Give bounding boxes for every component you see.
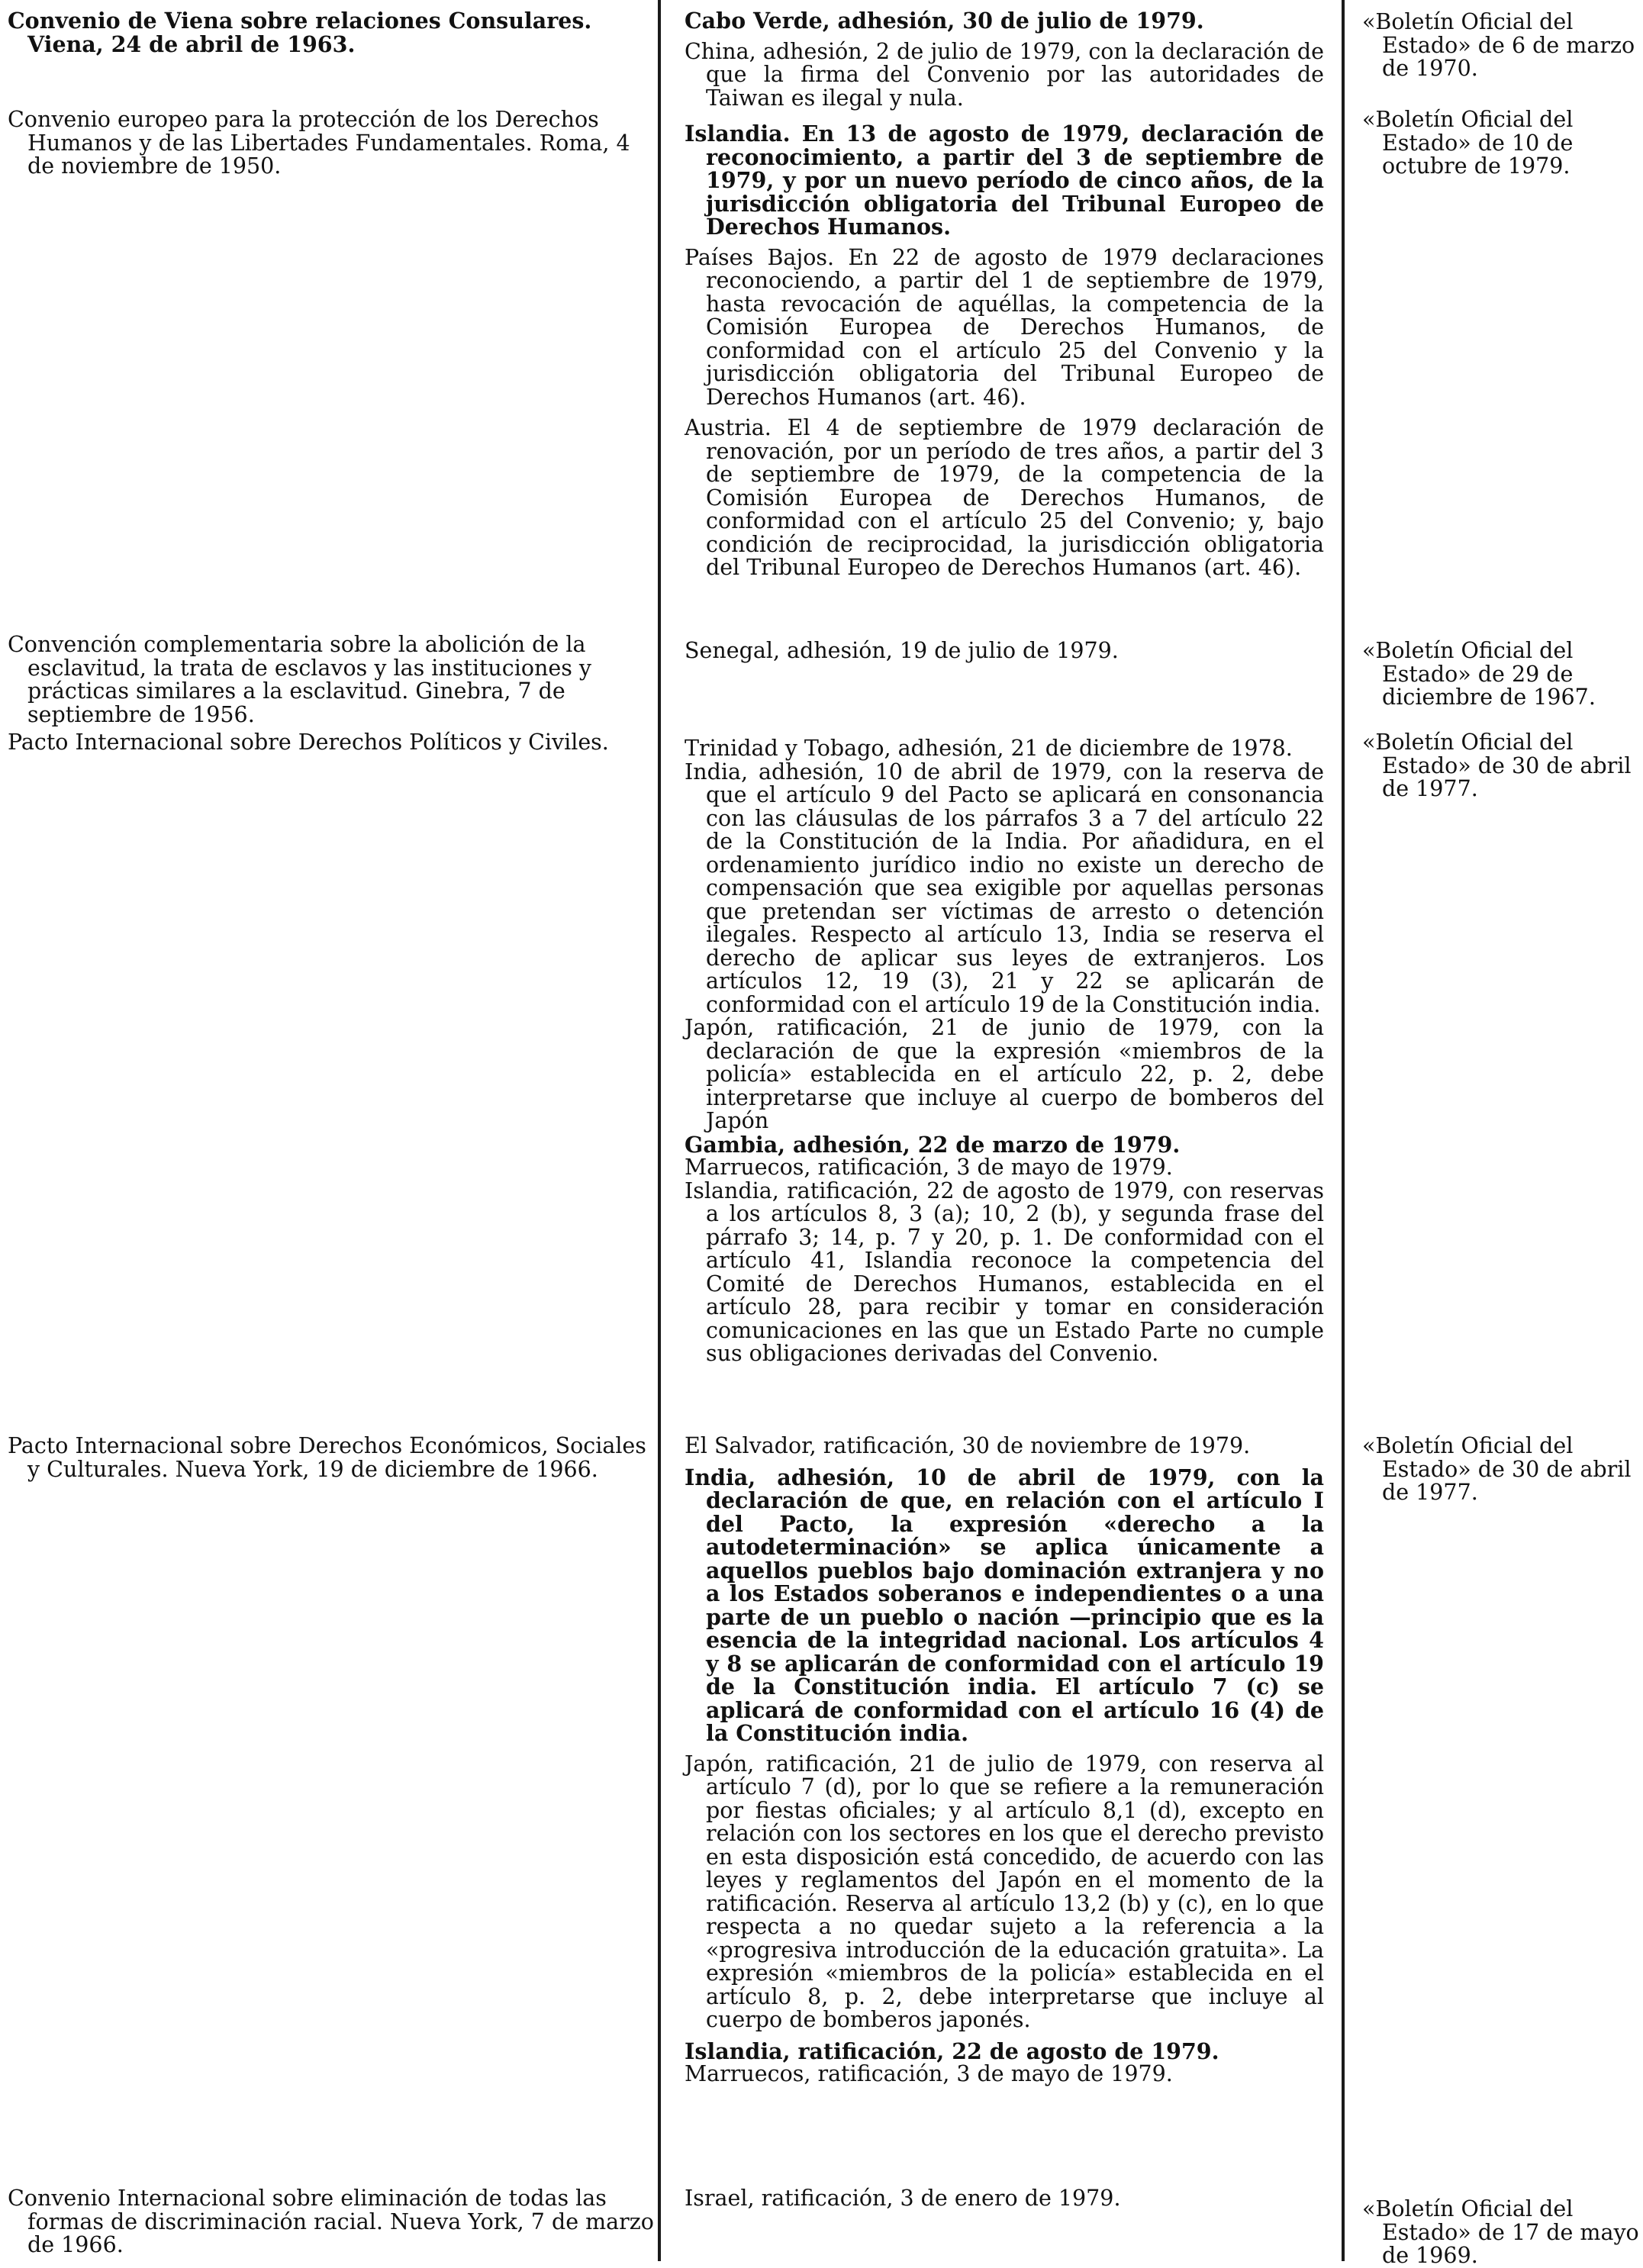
entry-austria: Austria. El 4 de septiembre de 1979 declaración de renovación, por un período de tres años, a partir del 3 de septiembre de 1979, de la competencia de la Comisión Europea de Derechos Humanos, de conformidad con el artículo 25 del Convenio; y, bajo condición de reciprocidad, la jurisdicción obligatoria del Tribunal Europeo de Derechos Humanos (art. 46). [685, 415, 1324, 580]
entry-marruecos-cescr: Marruecos, ratificación, 3 de mayo de 1979. [685, 2061, 1173, 2086]
entries-racial-discrimination [685, 2187, 1324, 2211]
entry-india-cescr: India, adhesión, 10 de abril de 1979, con la declaración de que, en relación con el artículo I del Pacto, la expresión «derecho a la autodeterminación» se aplica únicamente a aquellos pueblos bajo dominación extranjera y no a los Estados soberanos e independientes o a una parte de un pueblo o nación —principio que es la esencia de la integridad nacional. Los artículos 4 y 8 se aplicarán de conformidad con el artículo 19 de la Constitución india. El artículo 7 (c) se aplicará de conformidad con el artículo 16 (4) de la Constitución india. [685, 1464, 1324, 1746]
convention-economic-social-rights: Pacto Internacional sobre Derechos Económicos, Sociales y Culturales. Nueva York, 19 de diciembre de 1966. [8, 1433, 646, 1482]
convention-civil-political-rights: Pacto Internacional sobre Derechos Políticos y Civiles. [8, 730, 609, 755]
entries-slavery-abolition [685, 639, 1324, 663]
boletin-economic-social-rights: «Boletín Oficial del Estado» de 30 de abril de 1977. [1362, 1433, 1632, 1505]
convention-vienna-consular: Convenio de Viena sobre relaciones Consulares. Viena, 24 de abril de 1963. [8, 8, 592, 57]
entry-cabo-verde: Cabo Verde, adhesión, 30 de julio de 1979. [685, 8, 1204, 34]
entry-india-ccpr: India, adhesión, 10 de abril de 1979, con la reserva de que el artículo 9 del Pacto se aplicará en consonancia con las cláusulas de los párrafos 3 a 7 del artículo 22 de la Constitución de la India. Por añadidura, en el ordenamiento jurídico indio no existe un derecho de compensación que sea exigible por aquellas personas que pretendan ser víctimas de arresto o detención ilegales. Respecto al artículo 13, India se reserva el derecho de aplicar sus leyes de extranjeros. Los artículos 12, 19 (3), 21 y 22 se aplicarán de conformidad con el artículo 19 de la Constitución india. [685, 759, 1324, 1017]
boletin-european-human-rights: «Boletín Oficial del Estado» de 10 de octubre de 1979. [1362, 107, 1574, 179]
entry-japon-ccpr: Japón, ratificación, 21 de junio de 1979, con la declaración de que la expresión «miembros de la policía» establecida en el artículo 22, p. 2, debe interpretarse que incluye al cuerpo de bomberos del Japón [685, 1015, 1324, 1133]
entry-japon-cescr: Japón, ratificación, 21 de julio de 1979, con reserva al artículo 7 (d), por lo que se refiere a la remuneración por fiestas oficiales; y al artículo 8,1 (d), excepto en relación con los sectores en los que el derecho previsto en esta disposición está concedido, de acuerdo con las leyes y reglamentos del Japón en el momento de la ratificación. Reserva al artículo 13,2 (b) y (c), en lo que respecta a no quedar sujeto a la referencia a la «progresiva introducción de la educación gratuita». La expresión «miembros de la policía» establecida en el artículo 8, p. 2, debe interpretarse que incluye al cuerpo de bomberos japonés. [685, 1751, 1324, 2032]
convention-racial-discrimination: Convenio Internacional sobre eliminación de todas las formas de discriminación racial. Nueva York, 7 de marzo de 1966. [8, 2186, 654, 2257]
entry-china: China, adhesión, 2 de julio de 1979, con la declaración de que la firma del Convenio por las autoridades de Taiwan es ilegal y nula. [685, 38, 1324, 111]
entries-economic-social-rights [685, 1435, 1324, 2086]
entry-trinidad-tobago: Trinidad y Tobago, adhesión, 21 de diciembre de 1978. [685, 736, 1293, 761]
entry-marruecos-ccpr: Marruecos, ratificación, 3 de mayo de 1979. [685, 1155, 1173, 1180]
entry-islandia-cescr: Islandia, ratificación, 22 de agosto de 1979. [685, 2038, 1219, 2064]
boletin-civil-political-rights: «Boletín Oficial del Estado» de 30 de abril de 1977. [1362, 730, 1632, 801]
convention-slavery-abolition: Convención complementaria sobre la abolición de la esclavitud, la trata de esclavos y las instituciones y prácticas similares a la esclavitud. Ginebra, 7 de septiembre de 1956. [8, 632, 592, 727]
entry-islandia-echr: Islandia. En 13 de agosto de 1979, declaración de reconocimiento, a partir del 3 de septiembre de 1979, y por un nuevo período de cinco años, de la jurisdicción obligatoria del Tribunal Europeo de Derechos Humanos. [685, 121, 1324, 240]
entry-israel: Israel, ratificación, 3 de enero de 1979. [685, 2186, 1121, 2211]
boletin-racial-discrimination: «Boletín Oficial del Estado» de 17 de mayo de 1969. [1362, 2196, 1639, 2268]
entry-senegal: Senegal, adhesión, 19 de julio de 1979. [685, 638, 1119, 663]
column-divider-right [1342, 0, 1345, 2261]
entry-paises-bajos: Países Bajos. En 22 de agosto de 1979 declaraciones reconociendo, a partir del 1 de septiembre de 1979, hasta revocación de aquéllas, la competencia de la Comisión Europea de Derechos Humanos, de conformidad con el artículo 25 del Convenio y la jurisdicción obligatoria del Tribunal Europeo de Derechos Humanos (art. 46). [685, 244, 1324, 410]
boletin-vienna-consular: «Boletín Oficial del Estado» de 6 de marzo de 1970. [1362, 9, 1635, 81]
boletin-slavery-abolition: «Boletín Oficial del Estado» de 29 de diciembre de 1967. [1362, 638, 1596, 710]
convention-european-human-rights: Convenio europeo para la protección de los Derechos Humanos y de las Libertades Fundamentales. Roma, 4 de noviembre de 1950. [8, 107, 630, 179]
entries-european-human-rights [685, 122, 1324, 580]
column-divider-left [658, 0, 661, 2261]
entry-el-salvador: El Salvador, ratificación, 30 de noviembre de 1979. [685, 1433, 1251, 1458]
entry-gambia: Gambia, adhesión, 22 de marzo de 1979. [685, 1131, 1181, 1158]
entry-islandia-ccpr: Islandia, ratificación, 22 de agosto de 1979, con reservas a los artículos 8, 3 (a); 10, 2 (b), y segunda frase del párrafo 3; 14, p. 7 y 20, p. 1. De conformidad con el artículo 41, Islandia reconoce la competencia del Comité de Derechos Humanos, establecida en el artículo 28, para recibir y tomar en consideración comunicaciones en las que un Estado Parte no cumple sus obligaciones derivadas del Convenio. [685, 1177, 1324, 1366]
entries-civil-political-rights [685, 737, 1324, 1366]
entries-vienna-consular [685, 9, 1324, 110]
